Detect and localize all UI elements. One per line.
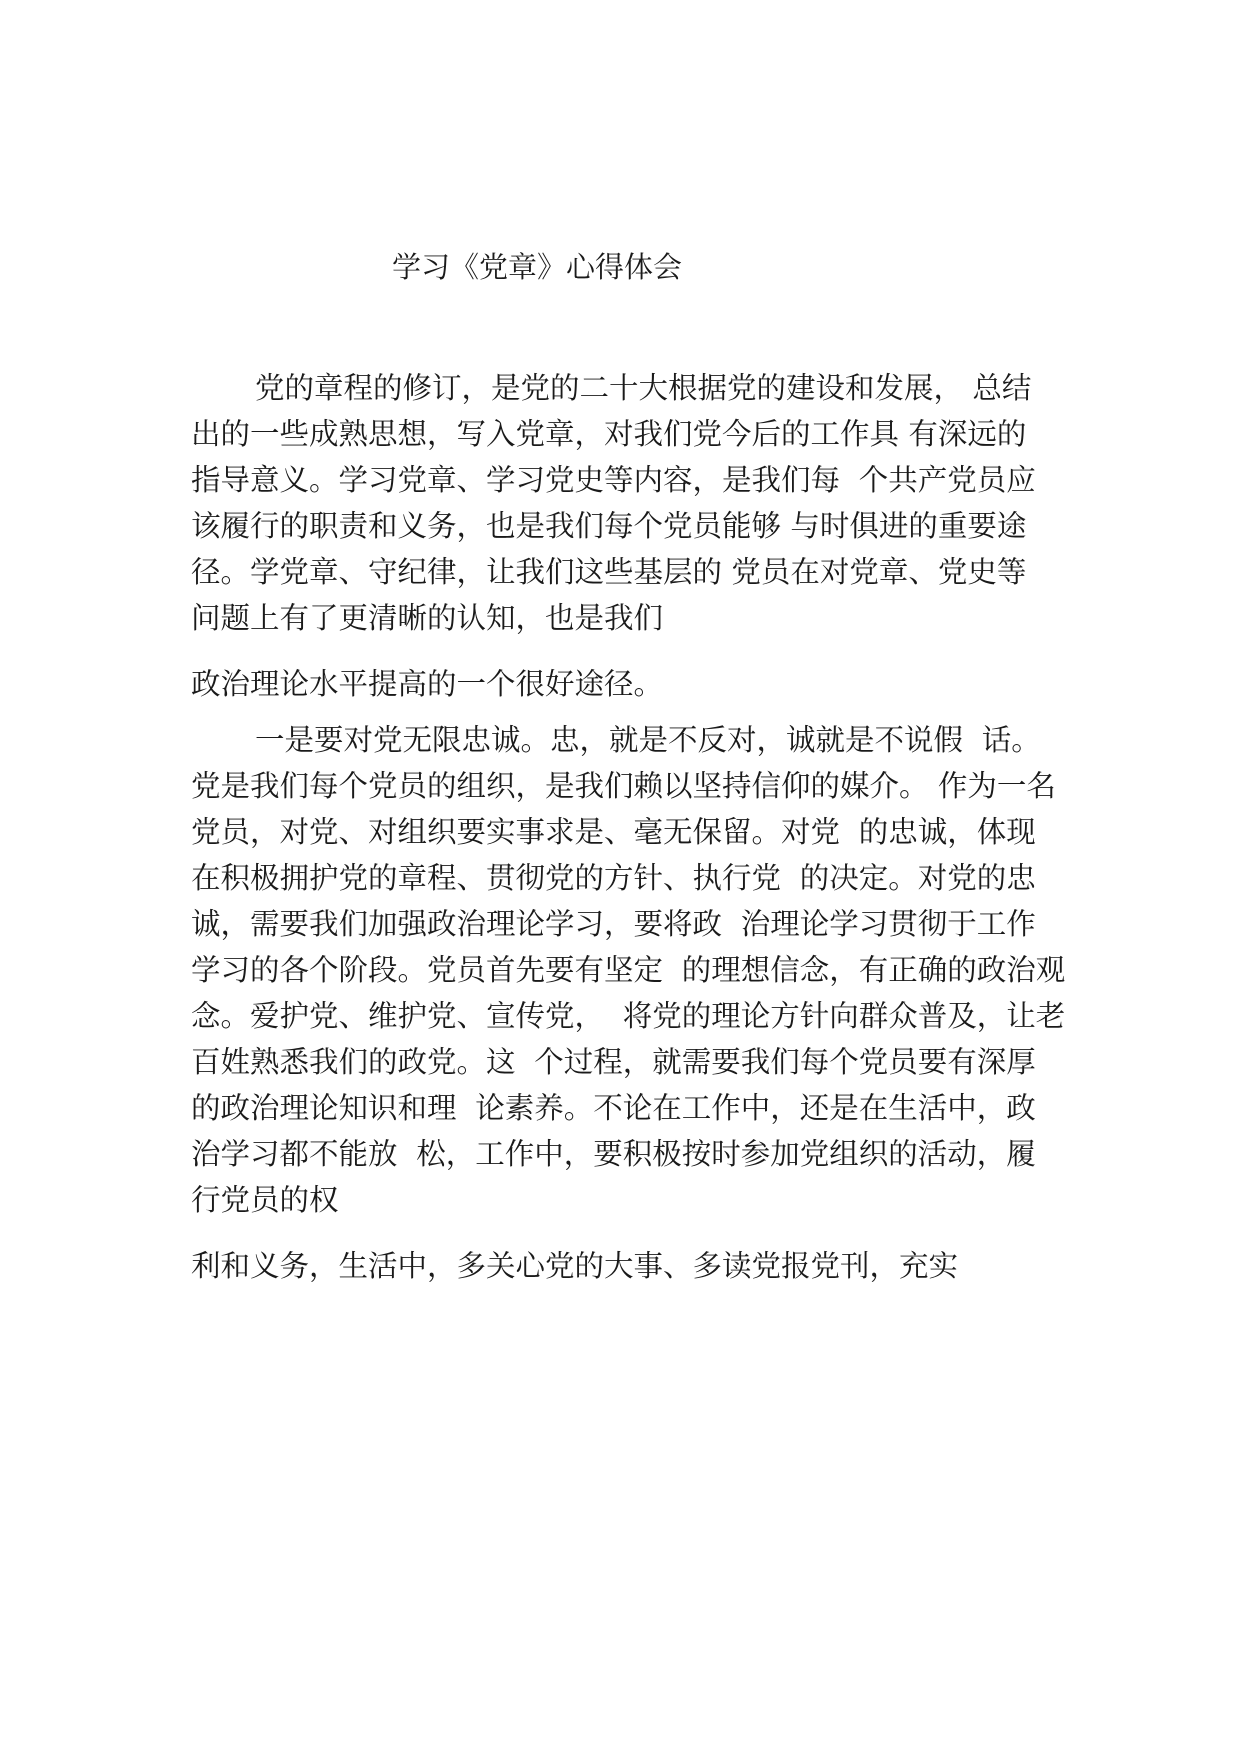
text-line-11: 在积极拥护党的章程、贯彻党的方针、执行党 的决定。对党的忠 xyxy=(191,861,1036,895)
text-line-15: 百姓熟悉我们的政党。这 个过程，就需要我们每个党员要有深厚 xyxy=(191,1045,1036,1079)
text-line-17: 治学习都不能放 松，工作中，要积极按时参加党组织的活动，履 xyxy=(191,1137,1036,1171)
text-line-4: 该履行的职责和义务，也是我们每个党员能够 与时俱进的重要途 xyxy=(191,509,1027,543)
text-line-12: 诚，需要我们加强政治理论学习，要将政 治理论学习贯彻于工作 xyxy=(191,907,1036,941)
text-line-8: 一是要对党无限忠诚。忠，就是不反对，诚就是不说假 话。 xyxy=(255,723,1041,757)
text-line-10: 党员，对党、对组织要实事求是、毫无保留。对党 的忠诚，体现 xyxy=(191,815,1036,849)
text-line-9: 党是我们每个党员的组织，是我们赖以坚持信仰的媒介。 作为一名 xyxy=(191,769,1056,803)
text-line-3: 指导意义。学习党章、学习党史等内容，是我们每 个共产党员应 xyxy=(191,463,1036,497)
text-line-16: 的政治理论知识和理 论素养。不论在工作中，还是在生活中，政 xyxy=(191,1091,1036,1125)
text-line-1: 党的章程的修订，是党的二十大根据党的建设和发展， 总结 xyxy=(255,371,1032,405)
text-line-13: 学习的各个阶段。党员首先要有坚定 的理想信念，有正确的政治观 xyxy=(191,953,1066,987)
text-line-19: 利和义务，生活中，多关心党的大事、多读党报党刊，充实 xyxy=(191,1249,959,1283)
text-line-5: 径。学党章、守纪律，让我们这些基层的 党员在对党章、党史等 xyxy=(191,555,1027,589)
text-line-18: 行党员的权 xyxy=(191,1183,339,1217)
text-line-14: 念。爱护党、维护党、宣传党， 将党的理论方针向群众普及，让老 xyxy=(191,999,1066,1033)
text-line-2: 出的一些成熟思想，写入党章，对我们党今后的工作具 有深远的 xyxy=(191,417,1027,451)
text-line-6: 问题上有了更清晰的认知，也是我们 xyxy=(191,601,664,635)
document-title: 学习《党章》心得体会 xyxy=(392,250,683,284)
text-line-7: 政治理论水平提高的一个很好途径。 xyxy=(191,667,664,701)
